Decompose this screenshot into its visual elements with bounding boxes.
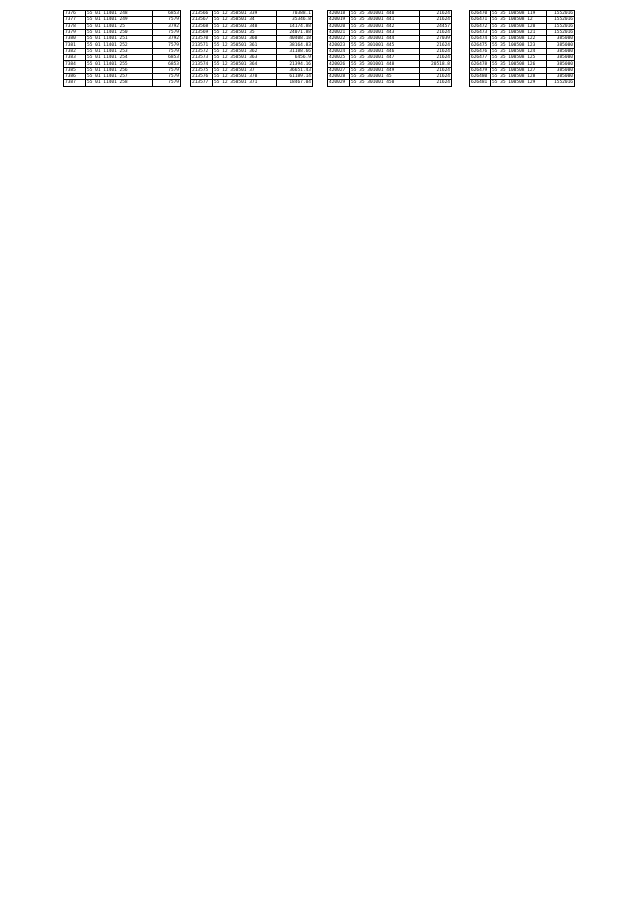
code-cell: 55 35 301001 441 <box>350 17 420 23</box>
code-cell: 55 01 11401 256 <box>86 67 153 73</box>
value-cell: 7579 <box>153 73 181 79</box>
code-cell: 55 01 11401 258 <box>86 80 153 86</box>
row-id-cell: 7382 <box>64 48 86 54</box>
table-block-3 <box>327 10 452 87</box>
value-cell: 1552016 <box>547 11 575 17</box>
value-cell: 7579 <box>153 42 181 48</box>
value-cell: 1552016 <box>547 80 575 86</box>
code-cell: 55 35 100508 123 <box>491 42 547 48</box>
value-cell: 35346.8 <box>277 17 313 23</box>
value-cell: 14174.88 <box>277 23 313 29</box>
row-id-cell: 626476 <box>470 48 491 54</box>
table-block-1 <box>63 10 181 87</box>
value-cell: 24457 <box>420 23 452 29</box>
value-cell: 385000 <box>547 48 575 54</box>
code-cell: 55 01 11401 254 <box>86 55 153 61</box>
row-id-cell: 213577 <box>191 80 213 86</box>
table-row <box>328 80 452 86</box>
value-cell: 21624 <box>420 73 452 79</box>
row-id-cell: 7384 <box>64 61 86 67</box>
code-cell: 55 01 11401 252 <box>86 42 153 48</box>
code-cell: 55 35 100508 128 <box>491 73 547 79</box>
value-cell: 21624 <box>420 29 452 35</box>
row-id-cell: 420020 <box>328 23 350 29</box>
value-cell: 7579 <box>153 17 181 23</box>
row-id-cell: 213576 <box>191 73 213 79</box>
table-row <box>470 29 575 35</box>
table-row <box>470 80 575 86</box>
value-cell: 385000 <box>547 73 575 79</box>
row-id-cell: 420021 <box>328 29 350 35</box>
value-cell: 7579 <box>153 29 181 35</box>
row-id-cell: 420026 <box>328 61 350 67</box>
code-cell: 55 01 11401 249 <box>86 17 153 23</box>
code-cell: 55 12 350501 35 <box>213 29 277 35</box>
value-cell: 3792 <box>153 23 181 29</box>
row-id-cell: 420024 <box>328 48 350 54</box>
value-cell: 7579 <box>153 48 181 54</box>
row-id-cell: 213573 <box>191 55 213 61</box>
row-id-cell: 213567 <box>191 17 213 23</box>
row-id-cell: 626473 <box>470 29 491 35</box>
code-cell: 55 12 350501 34 <box>213 17 277 23</box>
row-id-cell: 213571 <box>191 42 213 48</box>
row-id-cell: 626477 <box>470 55 491 61</box>
row-id-cell: 626471 <box>470 17 491 23</box>
row-id-cell: 213570 <box>191 36 213 42</box>
value-cell: 6853 <box>153 11 181 17</box>
code-cell: 55 01 11401 255 <box>86 61 153 67</box>
code-cell: 55 12 350501 362 <box>213 48 277 54</box>
code-cell: 55 01 11401 250 <box>86 29 153 35</box>
code-cell: 55 12 350501 363 <box>213 55 277 61</box>
value-cell: 21624 <box>420 42 452 48</box>
row-id-cell: 420028 <box>328 73 350 79</box>
row-id-cell: 626481 <box>470 80 491 86</box>
code-cell: 55 01 11401 257 <box>86 73 153 79</box>
table-row <box>191 80 313 86</box>
code-cell: 55 35 301001 449 <box>350 67 420 73</box>
row-id-cell: 7386 <box>64 73 86 79</box>
code-cell: 55 35 100508 127 <box>491 67 547 73</box>
table-row <box>470 73 575 79</box>
code-cell: 55 12 350501 361 <box>213 42 277 48</box>
row-id-cell: 626474 <box>470 36 491 42</box>
code-cell: 55 35 100508 12 <box>491 17 547 23</box>
row-id-cell: 213566 <box>191 11 213 17</box>
row-id-cell: 420019 <box>328 17 350 23</box>
row-id-cell: 7383 <box>64 55 86 61</box>
table-row <box>470 67 575 73</box>
code-cell: 55 35 100508 121 <box>491 29 547 35</box>
code-cell: 55 35 301001 45 <box>350 73 420 79</box>
table-block-2 <box>190 10 313 87</box>
value-cell: 7579 <box>153 67 181 73</box>
row-id-cell: 420022 <box>328 36 350 42</box>
row-id-cell: 213568 <box>191 23 213 29</box>
code-cell: 55 12 350501 340 <box>213 23 277 29</box>
value-cell: 6853 <box>153 55 181 61</box>
row-id-cell: 213574 <box>191 61 213 67</box>
table-row <box>470 17 575 23</box>
row-id-cell: 7387 <box>64 80 86 86</box>
row-id-cell: 626475 <box>470 42 491 48</box>
value-cell: 31188.66 <box>277 48 313 54</box>
value-cell: 385000 <box>547 36 575 42</box>
value-cell: 21624 <box>420 80 452 86</box>
code-cell: 55 35 301001 440 <box>350 11 420 17</box>
code-cell: 55 35 301001 442 <box>350 23 420 29</box>
row-id-cell: 626478 <box>470 61 491 67</box>
value-cell: 61189.14 <box>277 73 313 79</box>
table-row <box>470 11 575 17</box>
row-id-cell: 626480 <box>470 73 491 79</box>
value-cell: 38164.83 <box>277 42 313 48</box>
code-cell: 55 01 11401 248 <box>86 11 153 17</box>
code-cell: 55 35 100508 120 <box>491 23 547 29</box>
value-cell: 21394.16 <box>277 61 313 67</box>
value-cell: 385000 <box>547 61 575 67</box>
value-cell: 3792 <box>153 36 181 42</box>
row-id-cell: 626470 <box>470 11 491 17</box>
value-cell: 7579 <box>153 80 181 86</box>
row-id-cell: 7377 <box>64 17 86 23</box>
row-id-cell: 420029 <box>328 80 350 86</box>
value-cell: 21624 <box>420 55 452 61</box>
value-cell: 24071.88 <box>277 29 313 35</box>
row-id-cell: 213575 <box>191 67 213 73</box>
code-cell: 55 35 100508 129 <box>491 80 547 86</box>
row-id-cell: 420027 <box>328 67 350 73</box>
code-cell: 55 35 301001 448 <box>350 61 420 67</box>
code-cell: 55 01 11401 253 <box>86 48 153 54</box>
code-cell: 55 12 350501 37 <box>213 67 277 73</box>
value-cell: 385000 <box>547 55 575 61</box>
row-id-cell: 7379 <box>64 29 86 35</box>
value-cell: 21624 <box>420 11 452 17</box>
row-id-cell: 626479 <box>470 67 491 73</box>
code-cell: 55 35 301001 446 <box>350 48 420 54</box>
code-cell: 55 12 350501 360 <box>213 36 277 42</box>
table-row <box>470 42 575 48</box>
code-cell: 55 35 301001 445 <box>350 42 420 48</box>
table-row <box>470 36 575 42</box>
row-id-cell: 626472 <box>470 23 491 29</box>
row-id-cell: 7376 <box>64 11 86 17</box>
table-row <box>470 55 575 61</box>
value-cell: 21624 <box>420 67 452 73</box>
table-block-4 <box>469 10 575 87</box>
table-row <box>470 61 575 67</box>
code-cell: 55 12 350501 370 <box>213 73 277 79</box>
code-cell: 55 35 100508 126 <box>491 61 547 67</box>
row-id-cell: 7385 <box>64 67 86 73</box>
value-cell: 1552016 <box>547 29 575 35</box>
value-cell: 40408.18 <box>277 36 313 42</box>
value-cell: 18467.04 <box>277 80 313 86</box>
row-id-cell: 420025 <box>328 55 350 61</box>
value-cell: 385000 <box>547 67 575 73</box>
value-cell: 21624 <box>420 17 452 23</box>
table-row <box>470 23 575 29</box>
value-cell: 21624 <box>420 48 452 54</box>
value-cell: 36651.43 <box>277 67 313 73</box>
row-id-cell: 7378 <box>64 23 86 29</box>
code-cell: 55 12 350501 371 <box>213 80 277 86</box>
row-id-cell: 420018 <box>328 11 350 17</box>
value-cell: 20518.8 <box>420 61 452 67</box>
code-cell: 55 12 350501 339 <box>213 11 277 17</box>
code-cell: 55 35 100508 122 <box>491 36 547 42</box>
value-cell: 70388.1 <box>277 11 313 17</box>
code-cell: 55 35 301001 444 <box>350 36 420 42</box>
code-cell: 55 12 350501 364 <box>213 61 277 67</box>
code-cell: 55 35 301001 443 <box>350 29 420 35</box>
row-id-cell: 213572 <box>191 48 213 54</box>
row-id-cell: 420023 <box>328 42 350 48</box>
table-row <box>470 48 575 54</box>
code-cell: 55 01 11401 25 <box>86 23 153 29</box>
code-cell: 55 35 301001 447 <box>350 55 420 61</box>
code-cell: 55 35 100508 125 <box>491 55 547 61</box>
value-cell: 385000 <box>547 42 575 48</box>
value-cell: 1552016 <box>547 17 575 23</box>
value-cell: 6456.9 <box>277 55 313 61</box>
value-cell: 27039 <box>420 36 452 42</box>
value-cell: 1552016 <box>547 23 575 29</box>
row-id-cell: 7381 <box>64 42 86 48</box>
code-cell: 55 35 301001 450 <box>350 80 420 86</box>
table-row <box>64 80 181 86</box>
code-cell: 55 35 100508 124 <box>491 48 547 54</box>
code-cell: 55 01 11401 251 <box>86 36 153 42</box>
value-cell: 6853 <box>153 61 181 67</box>
row-id-cell: 7380 <box>64 36 86 42</box>
row-id-cell: 213569 <box>191 29 213 35</box>
code-cell: 55 35 100508 119 <box>491 11 547 17</box>
